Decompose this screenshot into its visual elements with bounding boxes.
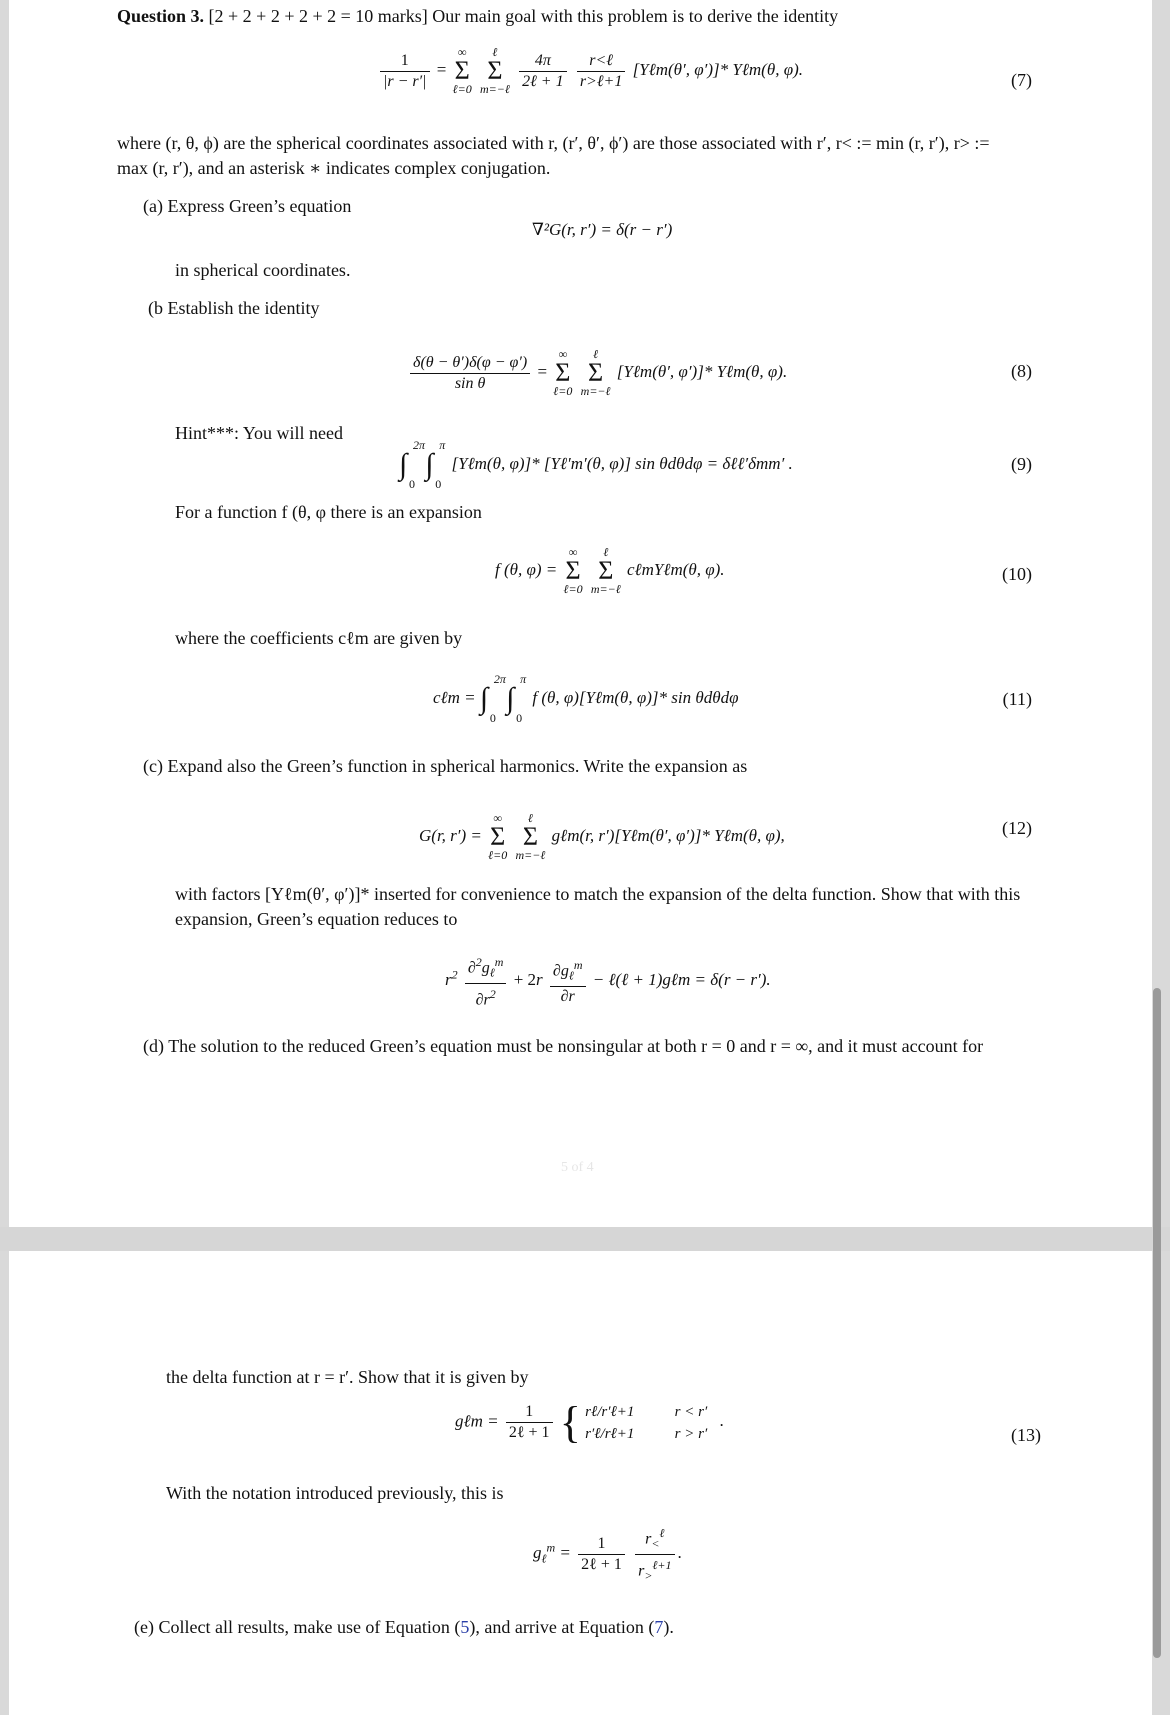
equation-7-link[interactable]: 7 [654,1617,664,1637]
equation-13: gℓm = $\frac{1}{\text{2ℓ + 1}}$ { rℓ/r′ℓ+1 r′ℓ/rℓ+1 r < r′ r > r′ . [455,1398,724,1447]
part-d-continuation: the delta function at r = r′. Show that it is given by [166,1367,529,1387]
part-a [143,194,351,218]
part-a-label: (a) [143,196,163,216]
part-a-after: in spherical coordinates. [175,260,351,280]
part-b [148,296,319,320]
part-b-label: (b [148,298,163,318]
question-intro: Our main goal with this problem is to derive the identity [432,6,839,26]
equation-g-compact: $g_\ell^m$ = $\frac{1}{\text{2ℓ + 1}}$ $\frac{r_<^\ell}{r_>^{\ell+1}}$ . [533,1523,682,1585]
equation-8-number: (8) [1011,361,1032,381]
part-d [143,1034,983,1058]
equation-8: $\frac{\delta(\theta - \theta')\delta(\varphi - \varphi')}{\text{sin θ}}$ = ∞ Σ ℓ=0 ℓ Σ m=−ℓ [Yℓm(θ′, φ′)]* Yℓm(θ, φ). [407,348,787,398]
part-a-text: Express Green’s equation [167,196,352,216]
function-text: For a function f (θ, φ there is an expansion [175,502,482,522]
equation-7-number: (7) [1011,70,1032,90]
question-header [117,4,838,28]
part-c-label: (c) [143,756,163,776]
equation-12: G(r, r′) = ∞ Σ ℓ=0 ℓ Σ m=−ℓ gℓm(r, r′)[Yℓm(θ′, φ′)]* Yℓm(θ, φ), [419,811,785,862]
scrollbar[interactable] [1153,988,1161,1658]
equation-12-number: (12) [1002,818,1032,838]
question-label: Question 3. [117,6,205,26]
part-c-text-3: expansion, Green’s equation reduces to [175,909,458,929]
part-c-text: Expand also the Green’s function in spherical harmonics. Write the expansion as [167,756,748,776]
equation-11-number: (11) [1002,689,1032,709]
equation-7: $\frac{1}{|r - r'|}$ = ∞ Σ ℓ=0 ℓ Σ m=−ℓ $\frac{4\pi}{\text{2ℓ + 1}}$ $\frac{\text{r<ℓ}}{\text{r>ℓ+1}}$ [Yℓm(θ′, φ′)]* Yℓm(θ, φ). [377,46,803,96]
page-footer: 5 of 4 [561,1160,594,1175]
part-e: (e) Collect all results, make use of Equation (5), and arrive at Equation (7). [134,1617,674,1637]
part-c-text-2: with factors [Yℓm(θ′, φ′)]* inserted for convenience to match the expansion of the delta function. Show that with this [175,884,1021,904]
document-page-1 [9,0,1152,1227]
question-marks: [2 + 2 + 2 + 2 + 2 = 10 marks] [208,6,428,26]
coefficient-text: where the coefficients cℓm are given by [175,628,463,648]
part-b-text: Establish the identity [167,298,320,318]
equation-10: f (θ, φ) = ∞ Σ ℓ=0 ℓ Σ m=−ℓ cℓmYℓm(θ, φ). [495,545,725,596]
part-c [143,754,747,778]
part-e-label: (e) [134,1617,154,1637]
equation-5-link[interactable]: 5 [460,1617,470,1637]
notation-text: With the notation introduced previously, this is [166,1483,504,1503]
equation-9-number: (9) [1011,454,1032,474]
equation-13-number: (13) [1011,1425,1041,1445]
equation-9: ∫ 2π 0 ∫ π 0 [Yℓm(θ, φ)]* [Yℓ′m′(θ, φ)] sin θdθdφ = δℓℓ′δmm′ . [399,438,793,491]
page-gap [0,1227,1170,1251]
where-text-line-2: max (r, r′), and an asterisk ∗ indicates complex conjugation. [117,158,551,178]
greens-equation: ∇²G(r, r′) = δ(r − r′) [532,220,673,239]
reduced-greens-equation: $r^2$ $\frac{\partial^2g_\ell^m}{\partial r^2}$ + 2r $\frac{\partial g_\ell^m}{\partial r}$ − ℓ(ℓ + 1)gℓm = δ(r − r′). [445,952,771,1010]
part-d-text: The solution to the reduced Green’s equation must be nonsingular at both r = 0 and r = ∞, and it must account for [168,1036,984,1056]
equation-10-number: (10) [1002,564,1032,584]
document-page-2 [9,1251,1152,1715]
hint-text: Hint***: You will need [175,423,344,443]
part-d-label: (d) [143,1036,164,1056]
equation-11: cℓm = ∫ 2π 0 ∫ π 0 f (θ, φ)[Yℓm(θ, φ)]* sin θdθdφ [433,672,739,725]
where-text-line-1: where (r, θ, ϕ) are the spherical coordinates associated with r, (r′, θ′, ϕ′) are those associated with r′, r< := min (r, r′), r> := [117,133,990,153]
